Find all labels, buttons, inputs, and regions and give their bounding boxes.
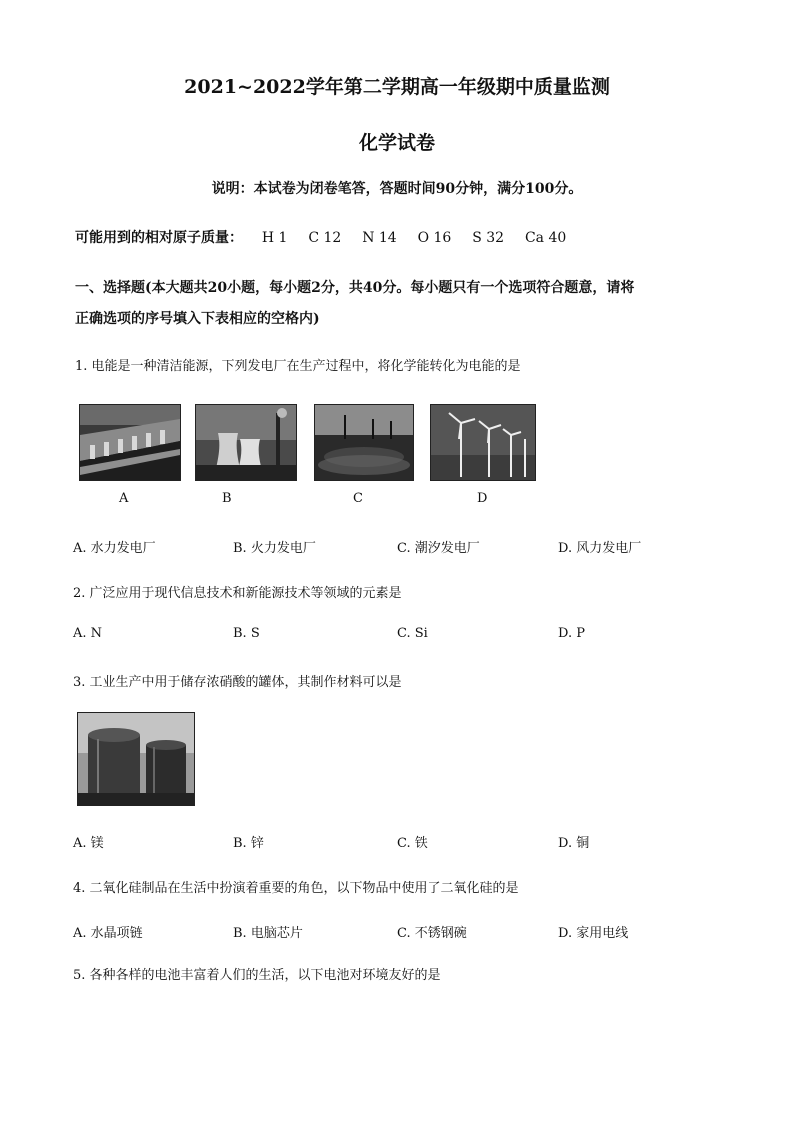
- question-2-option-d[interactable]: D. P: [558, 626, 585, 641]
- atomic-mass-item: O 16: [417, 230, 452, 246]
- question-4-option-b[interactable]: B. 电脑芯片: [233, 926, 303, 941]
- question-3-option-d[interactable]: D. 铜: [558, 836, 590, 851]
- atomic-mass-item: C 12: [308, 230, 342, 246]
- exam-instructions: 说明：本试卷为闭卷笔答，答题时间90分钟，满分100分。: [211, 181, 583, 197]
- question-3-option-c[interactable]: C. 铁: [397, 836, 428, 851]
- image-label-d: D: [477, 491, 488, 506]
- section-heading-line1: 一、选择题(本大题共20小题，每小题2分，共40分。每小题只有一个选项符合题意，请将: [75, 280, 635, 296]
- question-2-option-b[interactable]: B. S: [233, 626, 260, 641]
- question-4-option-c[interactable]: C. 不锈钢碗: [397, 926, 467, 941]
- hydro-power-plant-image: [79, 404, 181, 481]
- atomic-masses-label: 可能用到的相对原子质量：: [75, 230, 243, 246]
- question-4-option-a[interactable]: A. 水晶项链: [73, 926, 143, 941]
- exam-subtitle: 化学试卷: [358, 132, 435, 154]
- exam-title: 2021~2022学年第二学期高一年级期中质量监测: [184, 76, 610, 98]
- atomic-masses: [75, 227, 582, 247]
- question-5-text: 5. 各种各样的电池丰富着人们的生活，以下电池对环境友好的是: [73, 968, 441, 983]
- question-1-option-a[interactable]: A. 水力发电厂: [73, 541, 156, 556]
- atomic-mass-item: S 32: [472, 230, 505, 246]
- section-heading-line2: 正确选项的序号填入下表相应的空格内): [75, 311, 320, 327]
- question-4-text: 4. 二氧化硅制品在生活中扮演着重要的角色，以下物品中使用了二氧化硅的是: [73, 881, 519, 896]
- question-3-text: 3. 工业生产中用于储存浓硝酸的罐体，其制作材料可以是: [73, 675, 402, 690]
- atomic-mass-item: H 1: [261, 230, 288, 246]
- question-1-option-b[interactable]: B. 火力发电厂: [233, 541, 316, 556]
- atomic-mass-item: Ca 40: [524, 230, 567, 246]
- image-label-b: B: [222, 491, 232, 506]
- question-1-text: 1. 电能是一种清洁能源，下列发电厂在生产过程中，将化学能转化为电能的是: [75, 359, 521, 374]
- image-label-a: A: [119, 491, 129, 506]
- question-2-text: 2. 广泛应用于现代信息技术和新能源技术等领域的元素是: [73, 586, 402, 601]
- image-label-c: C: [353, 491, 363, 506]
- tidal-power-plant-image: [314, 404, 414, 481]
- question-1-option-d[interactable]: D. 风力发电厂: [558, 541, 642, 556]
- question-1-option-c[interactable]: C. 潮汐发电厂: [397, 541, 480, 556]
- question-3-option-a[interactable]: A. 镁: [73, 836, 104, 851]
- atomic-mass-item: N 14: [362, 230, 397, 246]
- wind-power-plant-image: [430, 404, 536, 481]
- question-3-option-b[interactable]: B. 锌: [233, 836, 264, 851]
- question-4-option-d[interactable]: D. 家用电线: [558, 926, 629, 941]
- question-2-option-c[interactable]: C. Si: [397, 626, 428, 641]
- storage-tank-image: [77, 712, 195, 806]
- thermal-power-plant-image: [195, 404, 297, 481]
- question-2-option-a[interactable]: A. N: [73, 626, 103, 641]
